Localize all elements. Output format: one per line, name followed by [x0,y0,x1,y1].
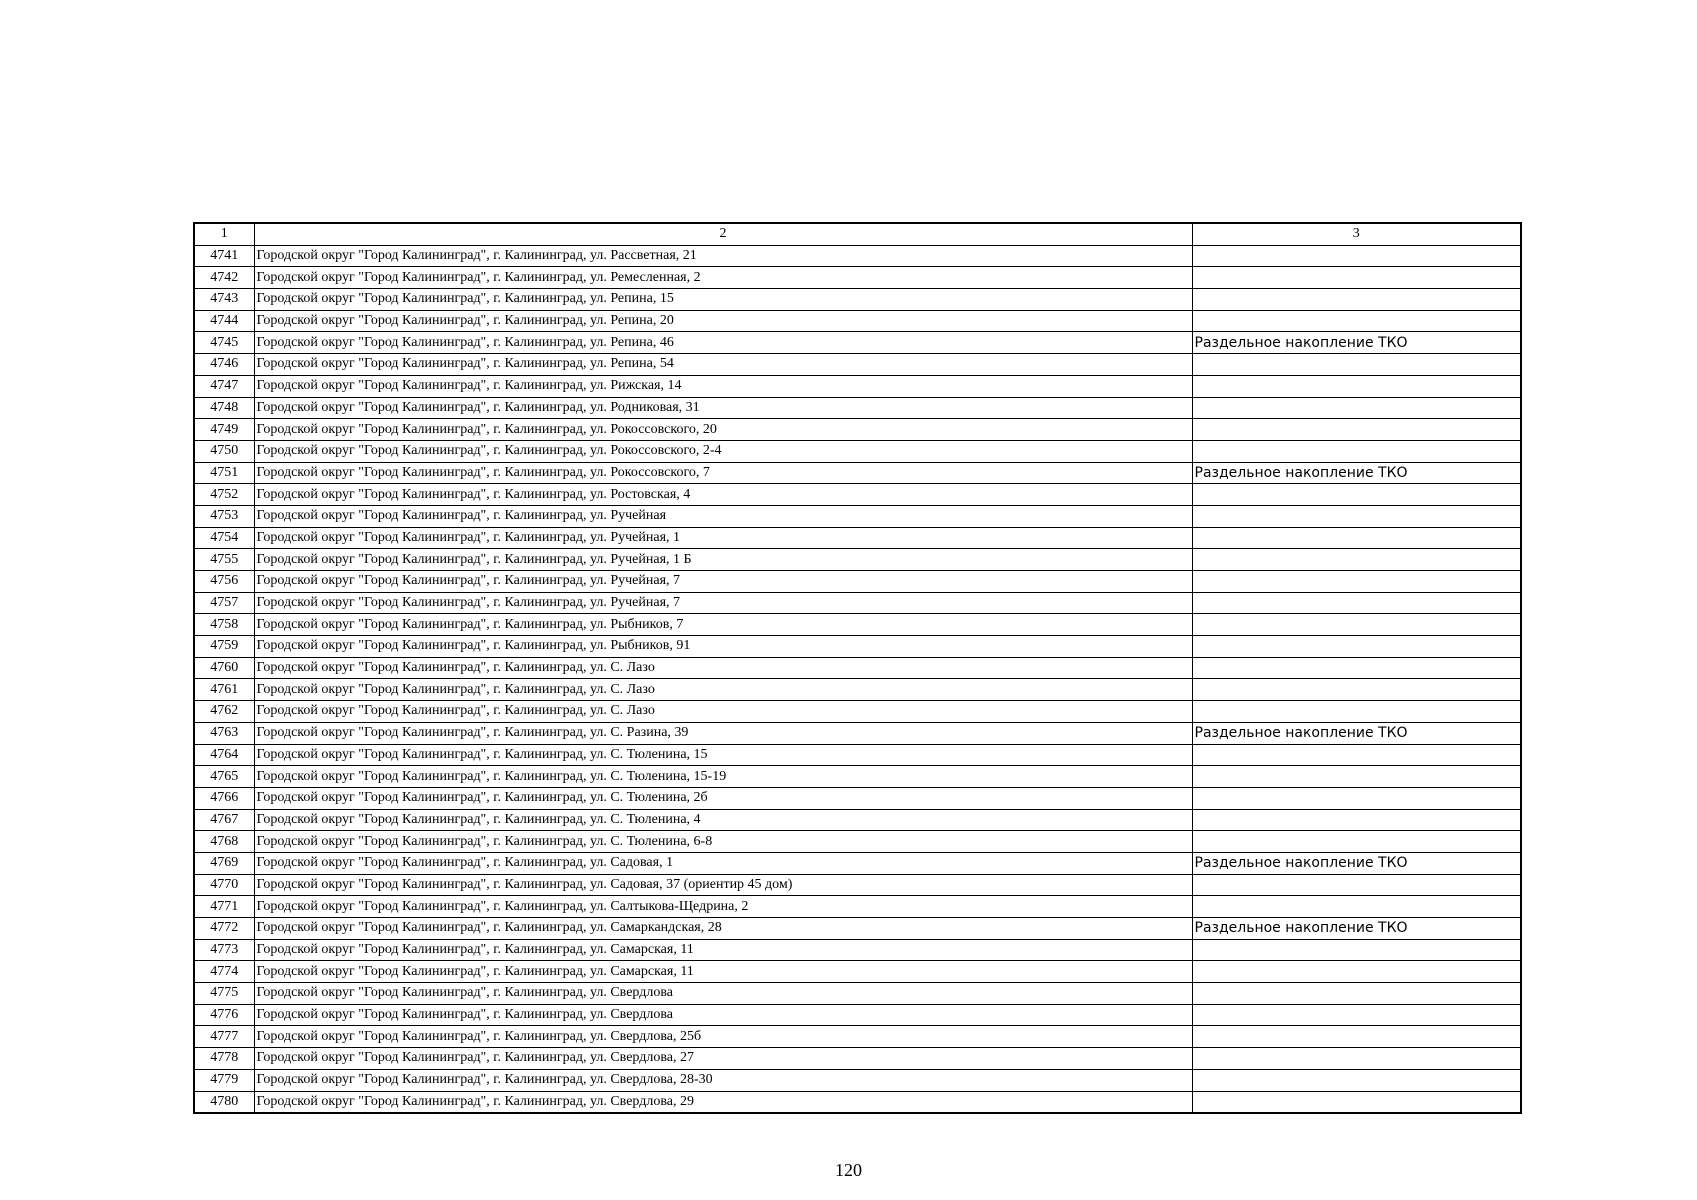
row-number-cell: 4764 [194,744,254,766]
row-number-cell: 4770 [194,874,254,896]
note-cell [1192,245,1521,267]
table-row [194,419,1521,441]
address-cell: Городской округ "Город Калининград", г. Калининград, ул. С. Тюленина, 6-8 [254,831,1192,853]
row-number-cell: 4753 [194,505,254,527]
table-row [194,354,1521,376]
address-cell: Городской округ "Город Калининград", г. Калининград, ул. Рокоссовского, 7 [254,462,1192,484]
note-cell [1192,657,1521,679]
address-cell: Городской округ "Город Калининград", г. Калининград, ул. Ростовская, 4 [254,484,1192,506]
row-number-cell: 4746 [194,354,254,376]
table-row [194,289,1521,311]
row-number-cell: 4748 [194,397,254,419]
table-row [194,1048,1521,1070]
row-number-cell: 4752 [194,484,254,506]
address-cell: Городской округ "Город Калининград", г. Калининград, ул. Родниковая, 31 [254,397,1192,419]
address-cell: Городской округ "Город Калининград", г. Калининград, ул. С. Лазо [254,657,1192,679]
note-cell [1192,354,1521,376]
note-cell [1192,440,1521,462]
note-cell [1192,419,1521,441]
address-cell: Городской округ "Город Калининград", г. Калининград, ул. С. Тюленина, 15 [254,744,1192,766]
row-number-cell: 4768 [194,831,254,853]
address-cell: Городской округ "Город Калининград", г. Калининград, ул. Репина, 15 [254,289,1192,311]
row-number-cell: 4759 [194,636,254,658]
address-cell: Городской округ "Город Калининград", г. Калининград, ул. Ручейная, 7 [254,592,1192,614]
table-row [194,614,1521,636]
table-row [194,397,1521,419]
row-number-cell: 4771 [194,896,254,918]
table-row [194,766,1521,788]
note-cell [1192,983,1521,1005]
address-cell: Городской округ "Город Калининград", г. Калининград, ул. Рижская, 14 [254,375,1192,397]
note-cell [1192,592,1521,614]
address-cell: Городской округ "Город Калининград", г. Калининград, ул. Самарская, 11 [254,939,1192,961]
note-cell: Раздельное накопление ТКО [1192,462,1521,484]
row-number-cell: 4751 [194,462,254,484]
table-row [194,375,1521,397]
address-table-body [194,223,1521,1113]
table-row [194,896,1521,918]
row-number-cell: 4763 [194,722,254,744]
table-row [194,592,1521,614]
note-cell: Раздельное накопление ТКО [1192,852,1521,874]
row-number-cell: 4747 [194,375,254,397]
note-cell [1192,744,1521,766]
header-col-1: 1 [194,223,254,245]
table-header-row [194,223,1521,245]
address-cell: Городской округ "Город Калининград", г. Калининград, ул. С. Тюленина, 15-19 [254,766,1192,788]
address-cell: Городской округ "Город Калининград", г. Калининград, ул. Салтыкова-Щедрина, 2 [254,896,1192,918]
row-number-cell: 4757 [194,592,254,614]
address-cell: Городской округ "Город Калининград", г. Калининград, ул. Рокоссовского, 2-4 [254,440,1192,462]
table-row [194,440,1521,462]
note-cell: Раздельное накопление ТКО [1192,918,1521,940]
row-number-cell: 4774 [194,961,254,983]
row-number-cell: 4762 [194,701,254,723]
note-cell [1192,701,1521,723]
table-row [194,701,1521,723]
address-cell: Городской округ "Город Калининград", г. Калининград, ул. Рыбников, 7 [254,614,1192,636]
row-number-cell: 4758 [194,614,254,636]
note-cell [1192,874,1521,896]
row-number-cell: 4744 [194,310,254,332]
note-cell [1192,787,1521,809]
row-number-cell: 4761 [194,679,254,701]
note-cell [1192,766,1521,788]
note-cell [1192,310,1521,332]
address-cell: Городской округ "Город Калининград", г. Калининград, ул. Репина, 46 [254,332,1192,354]
address-cell: Городской округ "Город Калининград", г. Калининград, ул. С. Разина, 39 [254,722,1192,744]
table-row [194,722,1521,744]
table-row [194,983,1521,1005]
row-number-cell: 4743 [194,289,254,311]
header-col-2: 2 [254,223,1192,245]
row-number-cell: 4777 [194,1026,254,1048]
note-cell [1192,809,1521,831]
table-row [194,1069,1521,1091]
table-row [194,636,1521,658]
table-row [194,852,1521,874]
row-number-cell: 4775 [194,983,254,1005]
address-cell: Городской округ "Город Калининград", г. Калининград, ул. Ручейная, 1 [254,527,1192,549]
row-number-cell: 4773 [194,939,254,961]
table-row [194,961,1521,983]
address-cell: Городской округ "Город Калининград", г. Калининград, ул. Ручейная, 7 [254,571,1192,593]
table-row [194,571,1521,593]
table-row [194,874,1521,896]
row-number-cell: 4778 [194,1048,254,1070]
address-cell: Городской округ "Город Калининград", г. Калининград, ул. Свердлова [254,1004,1192,1026]
address-cell: Городской округ "Город Калининград", г. Калининград, ул. Свердлова, 27 [254,1048,1192,1070]
note-cell [1192,1091,1521,1113]
note-cell [1192,549,1521,571]
row-number-cell: 4779 [194,1069,254,1091]
address-cell: Городской округ "Город Калининград", г. Калининград, ул. Ручейная, 1 Б [254,549,1192,571]
table-row [194,939,1521,961]
note-cell [1192,1048,1521,1070]
row-number-cell: 4750 [194,440,254,462]
note-cell [1192,961,1521,983]
address-cell: Городской округ "Город Калининград", г. Калининград, ул. Репина, 54 [254,354,1192,376]
page-number: 120 [835,1160,862,1180]
note-cell [1192,939,1521,961]
address-cell: Городской округ "Город Калининград", г. Калининград, ул. Свердлова, 29 [254,1091,1192,1113]
row-number-cell: 4756 [194,571,254,593]
table-row [194,657,1521,679]
row-number-cell: 4745 [194,332,254,354]
address-cell: Городской округ "Город Калининград", г. Калининград, ул. Ручейная [254,505,1192,527]
table-row [194,1026,1521,1048]
address-cell: Городской округ "Город Калининград", г. Калининград, ул. Свердлова [254,983,1192,1005]
table-row [194,809,1521,831]
note-cell [1192,505,1521,527]
row-number-cell: 4769 [194,852,254,874]
address-cell: Городской округ "Город Калининград", г. Калининград, ул. С. Тюленина, 4 [254,809,1192,831]
header-col-3: 3 [1192,223,1521,245]
table-row [194,527,1521,549]
table-row [194,484,1521,506]
address-table [193,222,1522,1114]
table-row [194,679,1521,701]
address-cell: Городской округ "Город Калининград", г. Калининград, ул. Рыбников, 91 [254,636,1192,658]
address-cell: Городской округ "Город Калининград", г. Калининград, ул. Самарская, 11 [254,961,1192,983]
note-cell [1192,1026,1521,1048]
row-number-cell: 4749 [194,419,254,441]
table-row [194,831,1521,853]
address-cell: Городской округ "Город Калининград", г. Калининград, ул. Садовая, 37 (ориентир 45 дом) [254,874,1192,896]
table-row [194,1004,1521,1026]
note-cell [1192,289,1521,311]
note-cell [1192,527,1521,549]
note-cell [1192,636,1521,658]
row-number-cell: 4765 [194,766,254,788]
note-cell [1192,831,1521,853]
row-number-cell: 4755 [194,549,254,571]
table-row [194,505,1521,527]
address-cell: Городской округ "Город Калининград", г. Калининград, ул. Рассветная, 21 [254,245,1192,267]
address-cell: Городской округ "Город Калининград", г. Калининград, ул. Самаркандская, 28 [254,918,1192,940]
address-cell: Городской округ "Город Калининград", г. Калининград, ул. Рокоссовского, 20 [254,419,1192,441]
address-cell: Городской округ "Город Калининград", г. Калининград, ул. Свердлова, 25б [254,1026,1192,1048]
row-number-cell: 4772 [194,918,254,940]
row-number-cell: 4741 [194,245,254,267]
note-cell [1192,267,1521,289]
address-cell: Городской округ "Город Калининград", г. Калининград, ул. Свердлова, 28-30 [254,1069,1192,1091]
note-cell [1192,571,1521,593]
row-number-cell: 4767 [194,809,254,831]
row-number-cell: 4742 [194,267,254,289]
note-cell [1192,397,1521,419]
note-cell [1192,679,1521,701]
row-number-cell: 4776 [194,1004,254,1026]
table-row [194,245,1521,267]
note-cell [1192,484,1521,506]
note-cell: Раздельное накопление ТКО [1192,722,1521,744]
table-row [194,1091,1521,1113]
row-number-cell: 4754 [194,527,254,549]
note-cell [1192,614,1521,636]
table-row [194,310,1521,332]
table-row [194,787,1521,809]
note-cell: Раздельное накопление ТКО [1192,332,1521,354]
table-row [194,918,1521,940]
table-row [194,332,1521,354]
table-row [194,744,1521,766]
note-cell [1192,1069,1521,1091]
table-row [194,462,1521,484]
table-row [194,549,1521,571]
address-cell: Городской округ "Город Калининград", г. Калининград, ул. Репина, 20 [254,310,1192,332]
note-cell [1192,1004,1521,1026]
note-cell [1192,896,1521,918]
address-cell: Городской округ "Город Калининград", г. Калининград, ул. С. Тюленина, 2б [254,787,1192,809]
address-cell: Городской округ "Город Калининград", г. Калининград, ул. Ремесленная, 2 [254,267,1192,289]
row-number-cell: 4766 [194,787,254,809]
table-row [194,267,1521,289]
note-cell [1192,375,1521,397]
address-cell: Городской округ "Город Калининград", г. Калининград, ул. Садовая, 1 [254,852,1192,874]
address-cell: Городской округ "Город Калининград", г. Калининград, ул. С. Лазо [254,679,1192,701]
row-number-cell: 4760 [194,657,254,679]
address-cell: Городской округ "Город Калининград", г. Калининград, ул. С. Лазо [254,701,1192,723]
row-number-cell: 4780 [194,1091,254,1113]
